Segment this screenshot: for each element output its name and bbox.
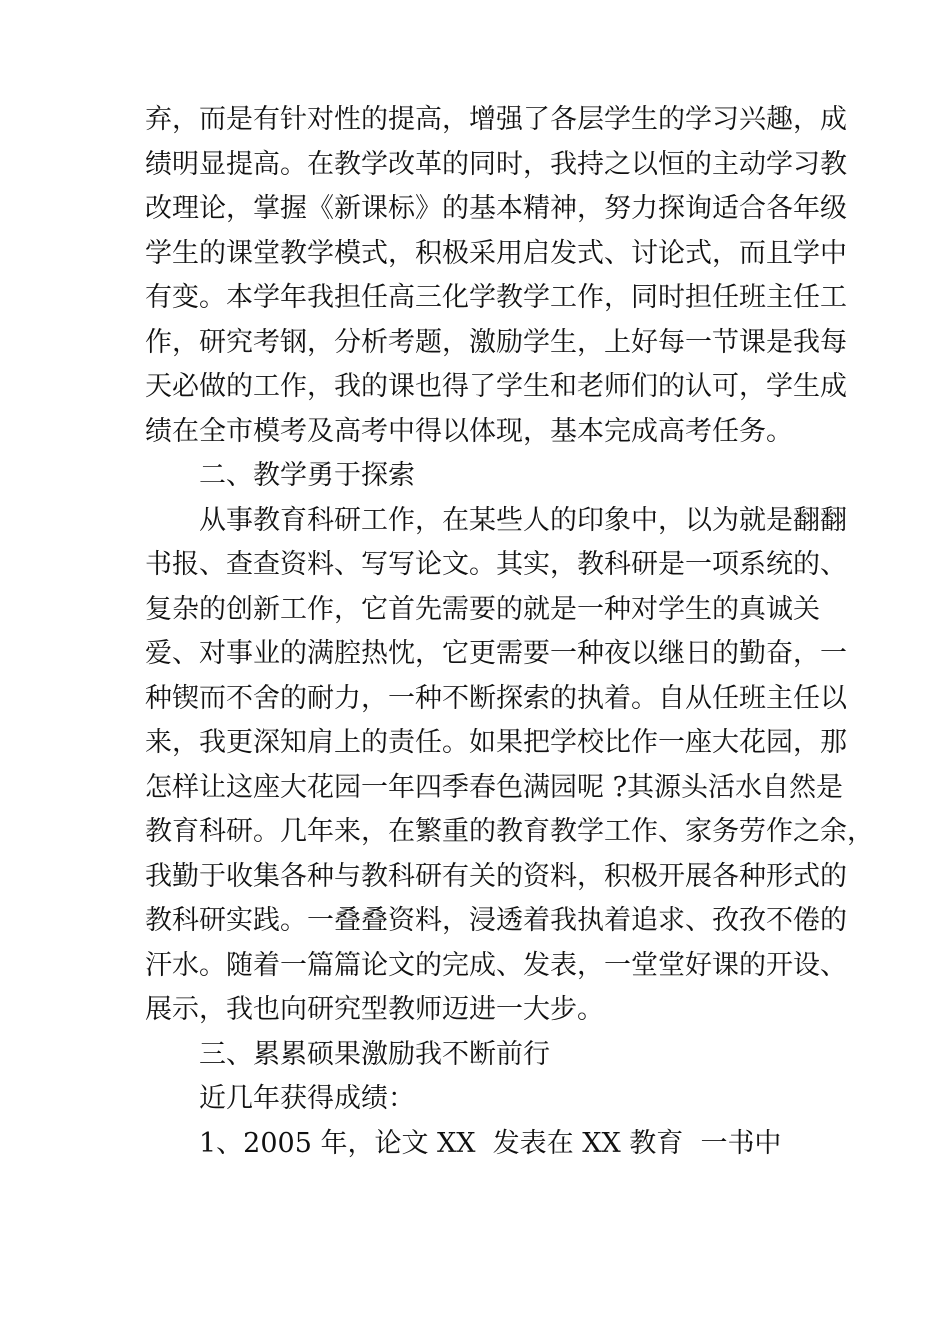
paragraph-line: 近几年获得成绩： <box>199 1083 415 1114</box>
paragraph-line: 我勤于收集各种与教科研有关的资料，积极开展各种形式的 <box>145 860 847 892</box>
paragraph-line: 有变。本学年我担任高三化学教学工作，同时担任班主任工 <box>145 282 847 313</box>
paragraph-line: 绩在全市模考及高考中得以体现，基本完成高考任务。 <box>145 415 793 447</box>
section-heading: 二、教学勇于探索 <box>199 460 415 491</box>
document-body <box>145 98 874 1166</box>
paragraph-line: 教科研实践。一叠叠资料，浸透着我执着追求、孜孜不倦的 <box>145 905 847 936</box>
paragraph-line: 展示，我也向研究型教师迈进一大步。 <box>145 994 604 1025</box>
paragraph-line: 改理论，掌握《新课标》的基本精神，努力探询适合各年级 <box>145 193 847 224</box>
paragraph-line: 爱、对事业的满腔热忱，它更需要一种夜以继日的勤奋，一 <box>145 638 847 669</box>
section-heading: 三、累累硕果激励我不断前行 <box>199 1038 550 1070</box>
paragraph-line: 弃，而是有针对性的提高，增强了各层学生的学习兴趣，成 <box>145 104 847 135</box>
paragraph-line: 怎样让这座大花园一年四季春色满园呢 ?其源头活水自然是 <box>145 771 844 803</box>
paragraph-line: 作，研究考钢，分析考题，激励学生，上好每一节课是我每 <box>145 326 847 358</box>
paragraph-line: 种锲而不舍的耐力，一种不断探索的执着。自从任班主任以 <box>145 682 847 714</box>
paragraph-line: 天必做的工作，我的课也得了学生和老师们的认可，学生成 <box>145 371 847 402</box>
paragraph-line: 绩明显提高。在教学改革的同时，我持之以恒的主动学习教 <box>145 148 847 180</box>
paragraph-line: 从事教育科研工作，在某些人的印象中，以为就是翻翻 <box>199 504 847 536</box>
paragraph-line: 来，我更深知肩上的责任。如果把学校比作一座大花园，那 <box>145 727 847 758</box>
paragraph-line: 学生的课堂教学模式，积极采用启发式、讨论式，而且学中 <box>145 237 847 269</box>
list-item: 1、2005 年，论文 XX 发表在 XX 教育 一书中 <box>199 1127 782 1159</box>
paragraph-line: 汗水。随着一篇篇论文的完成、发表，一堂堂好课的开设、 <box>145 949 847 981</box>
paragraph-line: 教育科研。几年来，在繁重的教育教学工作、家务劳作之余， <box>145 816 874 847</box>
paragraph-line: 复杂的创新工作，它首先需要的就是一种对学生的真诚关 <box>145 593 820 625</box>
paragraph-line: 书报、查查资料、写写论文。其实，教科研是一项系统的、 <box>145 549 847 580</box>
